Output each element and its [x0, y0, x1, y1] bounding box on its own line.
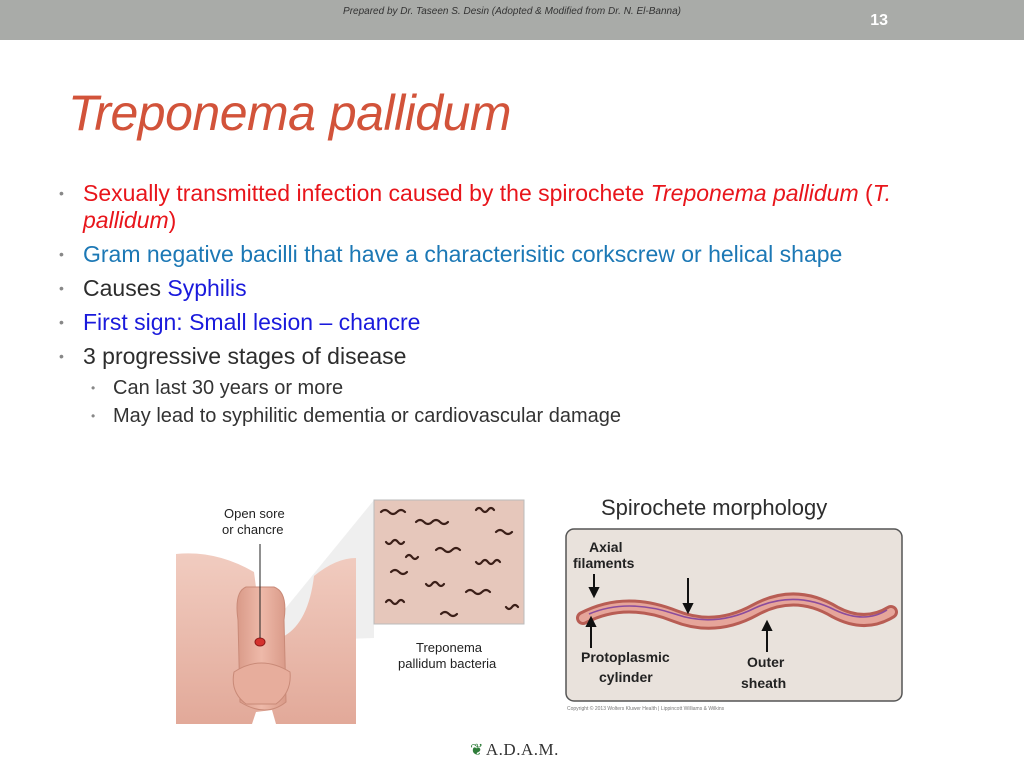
bacteria-label-line1: Treponema: [416, 640, 482, 655]
bullet-list: [56, 180, 956, 437]
spirochete-morphology-diagram: [565, 528, 905, 704]
bullet-dot-icon: •: [59, 185, 64, 201]
bullet-item: [56, 343, 956, 430]
header-bar: [0, 0, 1024, 40]
sub-bullet-list: [83, 374, 956, 430]
axial-label-line2: filaments: [573, 555, 635, 571]
bullet-item: [56, 309, 956, 336]
bullet-dot-icon: •: [59, 348, 64, 364]
bullet-italic: T. pallidum: [83, 180, 892, 233]
bullet-text: First sign: Small lesion – chancre: [83, 309, 421, 335]
protoplasmic-label-line2: cylinder: [599, 669, 653, 685]
sub-bullet-text: Can last 30 years or more: [113, 377, 344, 399]
prepared-by-text: Prepared by Dr. Taseen S. Desin (Adopted & Modified from Dr. N. El-Banna): [343, 6, 681, 17]
morphology-heading: Spirochete morphology: [601, 495, 828, 520]
bullet-text: 3 progressive stages of disease: [83, 343, 407, 369]
bullet-dot-icon: •: [91, 381, 96, 395]
protoplasmic-label-line1: Protoplasmic: [581, 649, 670, 665]
bullet-dot-icon: •: [59, 246, 64, 262]
bullet-text: Sexually transmitted infection caused by the spirochete: [83, 180, 651, 206]
outer-label-line2: sheath: [741, 675, 787, 691]
sore-label-line1: Open sore: [224, 506, 285, 521]
adam-logo-text: A.D.A.M.: [485, 740, 559, 759]
bacteria-label-line2: pallidum bacteria: [398, 656, 497, 671]
chancre-illustration: [176, 492, 556, 724]
bullet-italic: Treponema pallidum: [650, 180, 859, 206]
bullet-item: [56, 275, 956, 302]
bullet-text: Causes: [83, 275, 168, 301]
sub-bullet-text: May lead to syphilitic dementia or cardiovascular damage: [113, 405, 622, 427]
bullet-dot-icon: •: [59, 280, 64, 296]
sub-bullet-item: [83, 374, 956, 402]
bullet-item: [56, 241, 956, 268]
leaf-icon: ❦: [470, 742, 484, 759]
copyright-text: Copyright © 2013 Wolters Kluwer Health | Lippincott Williams & Wilkins: [567, 706, 725, 712]
chancre-sore: [255, 638, 265, 646]
sub-bullet-item: [83, 402, 956, 430]
adam-logo: [470, 740, 559, 760]
bullet-dot-icon: •: [59, 314, 64, 330]
bullet-text: ): [168, 207, 177, 233]
bullet-highlight: Syphilis: [167, 275, 247, 301]
axial-label-line1: Axial: [589, 539, 623, 555]
bullet-item: [56, 180, 956, 234]
slide-number: 13: [870, 12, 888, 29]
sore-label-line2: or chancre: [222, 522, 284, 537]
bullet-dot-icon: •: [91, 409, 96, 423]
bullet-text: Gram negative bacilli that have a characterisitic corkscrew or helical shape: [83, 241, 843, 267]
micrograph: [374, 500, 524, 624]
bullet-text: (: [858, 180, 873, 206]
outer-label-line1: Outer: [747, 654, 785, 670]
slide-title: Treponema pallidum: [68, 85, 512, 141]
